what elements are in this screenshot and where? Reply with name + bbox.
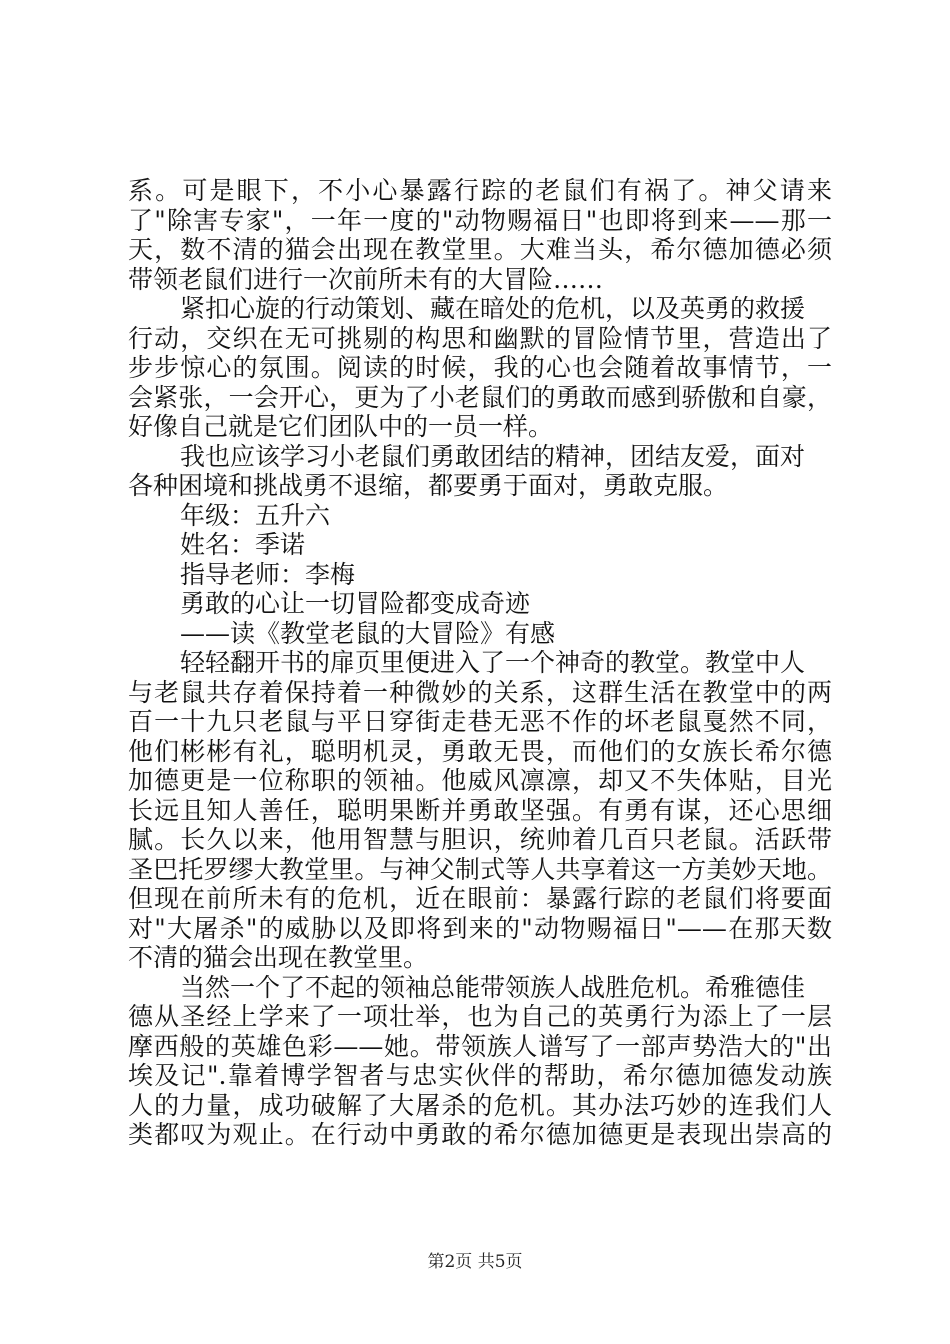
text-line: 加德更是一位称职的领袖。他威风凛凛，却又不失体贴，目光 [128, 766, 832, 795]
grade-line: 年级：五升六 [180, 500, 331, 530]
text-line: 对"大屠杀"的威胁以及即将到来的"动物赐福日"——在那天数 [128, 913, 832, 943]
text-line: 长远且知人善任，聪明果断并勇敢坚强。有勇有谋，还心思细 [128, 795, 832, 825]
page-footer: 第2页 共5页 [427, 1252, 523, 1272]
text-line: 百一十九只老鼠与平日穿街走巷无恶不作的坏老鼠戛然不同， [128, 707, 832, 736]
text-line: 不清的猫会出现在教堂里。 [128, 943, 429, 972]
text-line: 他们彬彬有礼，聪明机灵，勇敢无畏，而他们的女族长希尔德 [128, 736, 832, 766]
text-line: 与老鼠共存着保持着一种微妙的关系，这群生活在教堂中的两 [128, 677, 832, 707]
text-line: 德从圣经上学来了一项壮举，也为自己的英勇行为添上了一层 [128, 1002, 832, 1031]
text-line: 行动，交织在无可挑剔的构思和幽默的冒险情节里，营造出了 [128, 323, 832, 353]
essay-title: 勇敢的心让一切冒险都变成奇迹 [180, 589, 531, 618]
text-line: 系。可是眼下，不小心暴露行踪的老鼠们有祸了。神父请来 [128, 176, 832, 205]
text-line: 各种困境和挑战勇不退缩，都要勇于面对，勇敢克服。 [128, 471, 729, 500]
text-line: 类都叹为观止。在行动中勇敢的希尔德加德更是表现出崇高的 [128, 1120, 832, 1149]
text-line: 人的力量，成功破解了大屠杀的危机。其办法巧妙的连我们人 [128, 1090, 832, 1120]
text-line: 埃及记".靠着博学智者与忠实伙伴的帮助，希尔德加德发动族 [128, 1061, 832, 1090]
text-line: 圣巴托罗缪大教堂里。与神父制式等人共享着这一方美妙天地。 [128, 854, 832, 884]
text-line: 我也应该学习小老鼠们勇敢团结的精神，团结友爱，面对 [180, 441, 806, 471]
teacher-line: 指导老师：李梅 [180, 559, 356, 589]
text-line: 带领老鼠们进行一次前所未有的大冒险…… [128, 264, 604, 294]
text-line: 当然一个了不起的领袖总能带领族人战胜危机。希雅德佳 [180, 972, 806, 1002]
text-line: 了"除害专家"，一年一度的"动物赐福日"也即将到来——那一 [128, 205, 832, 235]
text-line: 天，数不清的猫会出现在教堂里。大难当头，希尔德加德必须 [128, 235, 832, 264]
text-line: 好像自己就是它们团队中的一员一样。 [128, 412, 554, 441]
text-line: 轻轻翻开书的扉页里便进入了一个神奇的教堂。教堂中人 [180, 648, 806, 677]
essay-subtitle: ——读《教堂老鼠的大冒险》有感 [180, 618, 556, 648]
text-line: 会紧张，一会开心，更为了小老鼠们的勇敢而感到骄傲和自豪， [128, 382, 832, 412]
text-line: 腻。长久以来，他用智慧与胆识，统帅着几百只老鼠。活跃带 [128, 825, 832, 854]
text-line: 紧扣心旋的行动策划、藏在暗处的危机，以及英勇的救援 [180, 294, 806, 323]
name-line: 姓名：季诺 [180, 530, 306, 559]
text-line: 步步惊心的氛围。阅读的时候，我的心也会随着故事情节，一 [128, 353, 832, 382]
text-line: 但现在前所未有的危机，近在眼前：暴露行踪的老鼠们将要面 [128, 884, 832, 913]
text-line: 摩西般的英雄色彩——她。带领族人谱写了一部声势浩大的"出 [128, 1031, 832, 1061]
document-body [128, 176, 832, 1150]
